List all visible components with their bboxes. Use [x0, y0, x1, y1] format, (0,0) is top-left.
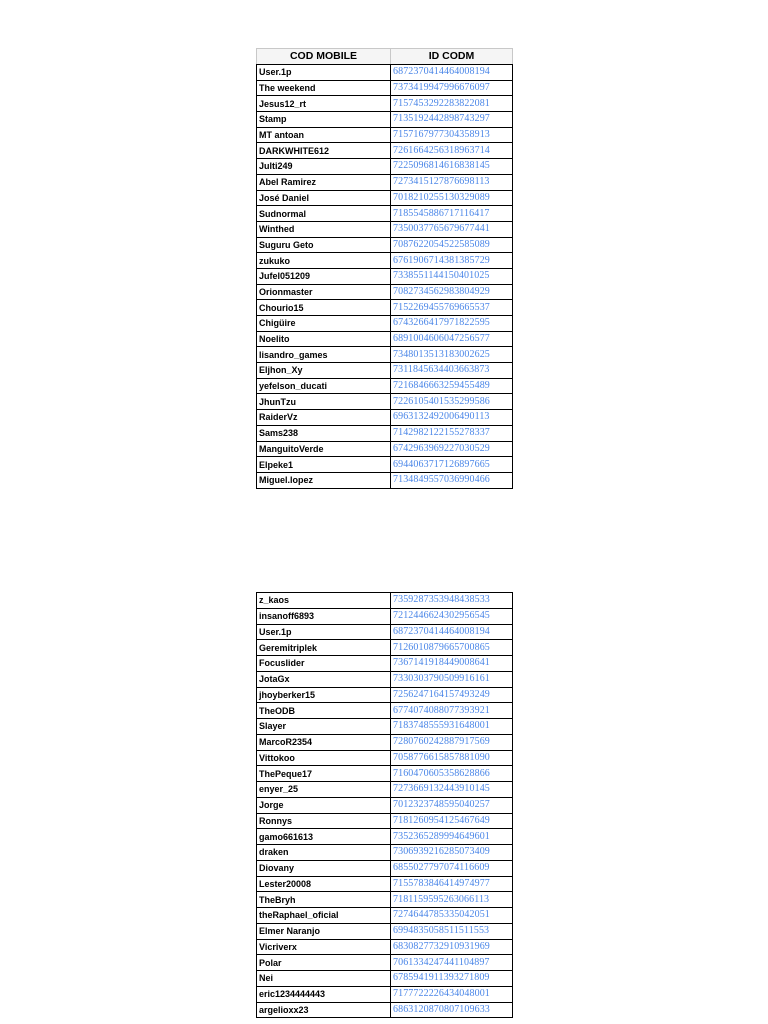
- player-id-cell: 7216846663259455489: [391, 378, 513, 394]
- player-id-cell: 7273415127876698113: [391, 174, 513, 190]
- table-row: [257, 268, 513, 284]
- table-row: [257, 253, 513, 269]
- player-id-cell: 6743266417971822595: [391, 316, 513, 332]
- player-id-cell: 7082734562983804929: [391, 284, 513, 300]
- table-row: [257, 593, 513, 609]
- player-name-cell: Abel Ramirez: [257, 174, 391, 190]
- table-row: [257, 80, 513, 96]
- player-id-cell: 7212446624302956545: [391, 608, 513, 624]
- table-row: [257, 955, 513, 971]
- player-name-cell: jhoyberker15: [257, 687, 391, 703]
- table-row: [257, 860, 513, 876]
- table-row: [257, 331, 513, 347]
- table-row: [257, 143, 513, 159]
- player-name-cell: eric1234444443: [257, 986, 391, 1002]
- player-id-cell: 7134849557036990466: [391, 472, 513, 488]
- table-row: [257, 425, 513, 441]
- player-id-cell: 7273669132443910145: [391, 782, 513, 798]
- player-id-cell: 7225096814616838145: [391, 159, 513, 175]
- player-name-cell: JotaGx: [257, 671, 391, 687]
- table-row: [257, 65, 513, 81]
- player-id-cell: 7177722226434048001: [391, 986, 513, 1002]
- player-name-cell: Polar: [257, 955, 391, 971]
- player-name-cell: insanoff6893: [257, 608, 391, 624]
- player-name-cell: MarcoR2354: [257, 734, 391, 750]
- table-row: [257, 457, 513, 473]
- player-name-cell: zukuko: [257, 253, 391, 269]
- table-row: [257, 608, 513, 624]
- table-row: [257, 766, 513, 782]
- player-id-cell: 7152269455769665537: [391, 300, 513, 316]
- player-name-cell: RaiderVz: [257, 410, 391, 426]
- player-name-cell: yefelson_ducati: [257, 378, 391, 394]
- table-row: [257, 378, 513, 394]
- player-name-cell: theRaphael_oficial: [257, 908, 391, 924]
- table-body: [257, 65, 513, 489]
- player-id-cell: 7157167977304358913: [391, 127, 513, 143]
- player-id-cell: 6785941911393271809: [391, 971, 513, 987]
- player-name-cell: gamo661613: [257, 829, 391, 845]
- player-name-cell: ManguitoVerde: [257, 441, 391, 457]
- table-row: [257, 174, 513, 190]
- table-row: [257, 237, 513, 253]
- table-row: [257, 687, 513, 703]
- table-row: [257, 347, 513, 363]
- player-id-cell: 7348013513183002625: [391, 347, 513, 363]
- table-row: [257, 410, 513, 426]
- player-id-cell: 7350037765679677441: [391, 221, 513, 237]
- player-name-cell: DARKWHITE612: [257, 143, 391, 159]
- table-row: [257, 640, 513, 656]
- table-row: [257, 206, 513, 222]
- table-row: [257, 624, 513, 640]
- player-id-cell: 7012323748595040257: [391, 797, 513, 813]
- table-row: [257, 939, 513, 955]
- player-name-cell: Julti249: [257, 159, 391, 175]
- table-row: [257, 986, 513, 1002]
- player-id-cell: 7185545886717116417: [391, 206, 513, 222]
- player-id-cell: 6855027797074116609: [391, 860, 513, 876]
- player-id-cell: 7373419947996676097: [391, 80, 513, 96]
- player-id-cell: 7058776615857881090: [391, 750, 513, 766]
- table-row: [257, 127, 513, 143]
- player-id-cell: 7183748555931648001: [391, 719, 513, 735]
- player-name-cell: MT antoan: [257, 127, 391, 143]
- table-row: [257, 750, 513, 766]
- player-id-cell: 7306939216285073409: [391, 845, 513, 861]
- player-id-cell: 6863120870807109633: [391, 1002, 513, 1018]
- player-id-cell: 6761906714381385729: [391, 253, 513, 269]
- table-body: [257, 593, 513, 1018]
- player-name-cell: Chigüire: [257, 316, 391, 332]
- player-id-cell: 7135192442898743297: [391, 112, 513, 128]
- player-name-cell: User.1p: [257, 624, 391, 640]
- player-name-cell: The weekend: [257, 80, 391, 96]
- player-id-cell: 7126010879665700865: [391, 640, 513, 656]
- table-row: [257, 719, 513, 735]
- codm-table-2: [256, 592, 513, 1018]
- player-id-cell: 7274644785335042051: [391, 908, 513, 924]
- table-row: [257, 797, 513, 813]
- player-id-cell: 6963132492006490113: [391, 410, 513, 426]
- player-name-cell: Geremitriplek: [257, 640, 391, 656]
- table-row: [257, 656, 513, 672]
- player-name-cell: ThePeque17: [257, 766, 391, 782]
- table-row: [257, 813, 513, 829]
- player-id-cell: 6994835058511511553: [391, 923, 513, 939]
- table-row: [257, 221, 513, 237]
- player-name-cell: Winthed: [257, 221, 391, 237]
- player-name-cell: Lester20008: [257, 876, 391, 892]
- player-id-cell: 7367141918449008641: [391, 656, 513, 672]
- player-name-cell: draken: [257, 845, 391, 861]
- player-id-cell: 7181260954125467649: [391, 813, 513, 829]
- player-name-cell: Eljhon_Xy: [257, 363, 391, 379]
- player-id-cell: 7018210255130329089: [391, 190, 513, 206]
- player-name-cell: Elpeke1: [257, 457, 391, 473]
- player-name-cell: enyer_25: [257, 782, 391, 798]
- table-row: [257, 703, 513, 719]
- player-id-cell: 6891004606047256577: [391, 331, 513, 347]
- table-row: [257, 734, 513, 750]
- player-name-cell: Focuslider: [257, 656, 391, 672]
- player-name-cell: z_kaos: [257, 593, 391, 609]
- player-id-cell: 7261664256318963714: [391, 143, 513, 159]
- player-name-cell: Chourio15: [257, 300, 391, 316]
- player-name-cell: Nei: [257, 971, 391, 987]
- player-id-cell: 6774074088077393921: [391, 703, 513, 719]
- player-id-cell: 7142982122155278337: [391, 425, 513, 441]
- player-id-cell: 6872370414464008194: [391, 624, 513, 640]
- table-row: [257, 908, 513, 924]
- player-id-cell: 6872370414464008194: [391, 65, 513, 81]
- player-id-cell: 7352365289994649601: [391, 829, 513, 845]
- player-id-cell: 7330303790509916161: [391, 671, 513, 687]
- player-name-cell: TheODB: [257, 703, 391, 719]
- column-header-id-codm: ID CODM: [391, 49, 513, 65]
- player-name-cell: Stamp: [257, 112, 391, 128]
- player-name-cell: Jesus12_rt: [257, 96, 391, 112]
- table-row: [257, 892, 513, 908]
- table-row: [257, 300, 513, 316]
- table-row: [257, 923, 513, 939]
- player-name-cell: Noelito: [257, 331, 391, 347]
- player-name-cell: Slayer: [257, 719, 391, 735]
- player-id-cell: 7087622054522585089: [391, 237, 513, 253]
- player-name-cell: argelioxx23: [257, 1002, 391, 1018]
- player-id-cell: 6742963969227030529: [391, 441, 513, 457]
- player-id-cell: 7359287353948438533: [391, 593, 513, 609]
- table-row: [257, 159, 513, 175]
- table-header-row: [257, 49, 513, 65]
- player-name-cell: Ronnys: [257, 813, 391, 829]
- table-row: [257, 472, 513, 488]
- player-id-cell: 7338551144150401025: [391, 268, 513, 284]
- table-row: [257, 112, 513, 128]
- table-row: [257, 316, 513, 332]
- table-row: [257, 971, 513, 987]
- player-id-cell: 6944063717126897665: [391, 457, 513, 473]
- codm-table-1: [256, 48, 513, 489]
- player-name-cell: Elmer Naranjo: [257, 923, 391, 939]
- table-row: [257, 96, 513, 112]
- player-name-cell: Sams238: [257, 425, 391, 441]
- player-name-cell: Vittokoo: [257, 750, 391, 766]
- player-id-cell: 7160470605358628866: [391, 766, 513, 782]
- player-id-cell: 7181159595263066113: [391, 892, 513, 908]
- table-row: [257, 782, 513, 798]
- player-id-cell: 7226105401535299586: [391, 394, 513, 410]
- player-id-cell: 7157453292283822081: [391, 96, 513, 112]
- player-name-cell: Suguru Geto: [257, 237, 391, 253]
- player-name-cell: Diovany: [257, 860, 391, 876]
- player-id-cell: 7155783846414974977: [391, 876, 513, 892]
- player-id-cell: 7256247164157493249: [391, 687, 513, 703]
- player-id-cell: 7280760242887917569: [391, 734, 513, 750]
- player-name-cell: Vicriverx: [257, 939, 391, 955]
- player-name-cell: TheBryh: [257, 892, 391, 908]
- player-name-cell: José Daniel: [257, 190, 391, 206]
- table-row: [257, 845, 513, 861]
- player-name-cell: Sudnormal: [257, 206, 391, 222]
- table-row: [257, 441, 513, 457]
- table-row: [257, 1002, 513, 1018]
- column-header-cod-mobile: COD MOBILE: [257, 49, 391, 65]
- table-row: [257, 829, 513, 845]
- player-name-cell: Jufel051209: [257, 268, 391, 284]
- table-row: [257, 284, 513, 300]
- player-id-cell: 7311845634403663873: [391, 363, 513, 379]
- player-name-cell: User.1p: [257, 65, 391, 81]
- player-name-cell: Miguel.lopez: [257, 472, 391, 488]
- player-name-cell: Jorge: [257, 797, 391, 813]
- table-row: [257, 363, 513, 379]
- player-name-cell: JhunTzu: [257, 394, 391, 410]
- table-row: [257, 394, 513, 410]
- table-row: [257, 190, 513, 206]
- table-row: [257, 671, 513, 687]
- player-id-cell: 6830827732910931969: [391, 939, 513, 955]
- player-id-cell: 7061334247441104897: [391, 955, 513, 971]
- player-name-cell: Orionmaster: [257, 284, 391, 300]
- player-name-cell: lisandro_games: [257, 347, 391, 363]
- table-row: [257, 876, 513, 892]
